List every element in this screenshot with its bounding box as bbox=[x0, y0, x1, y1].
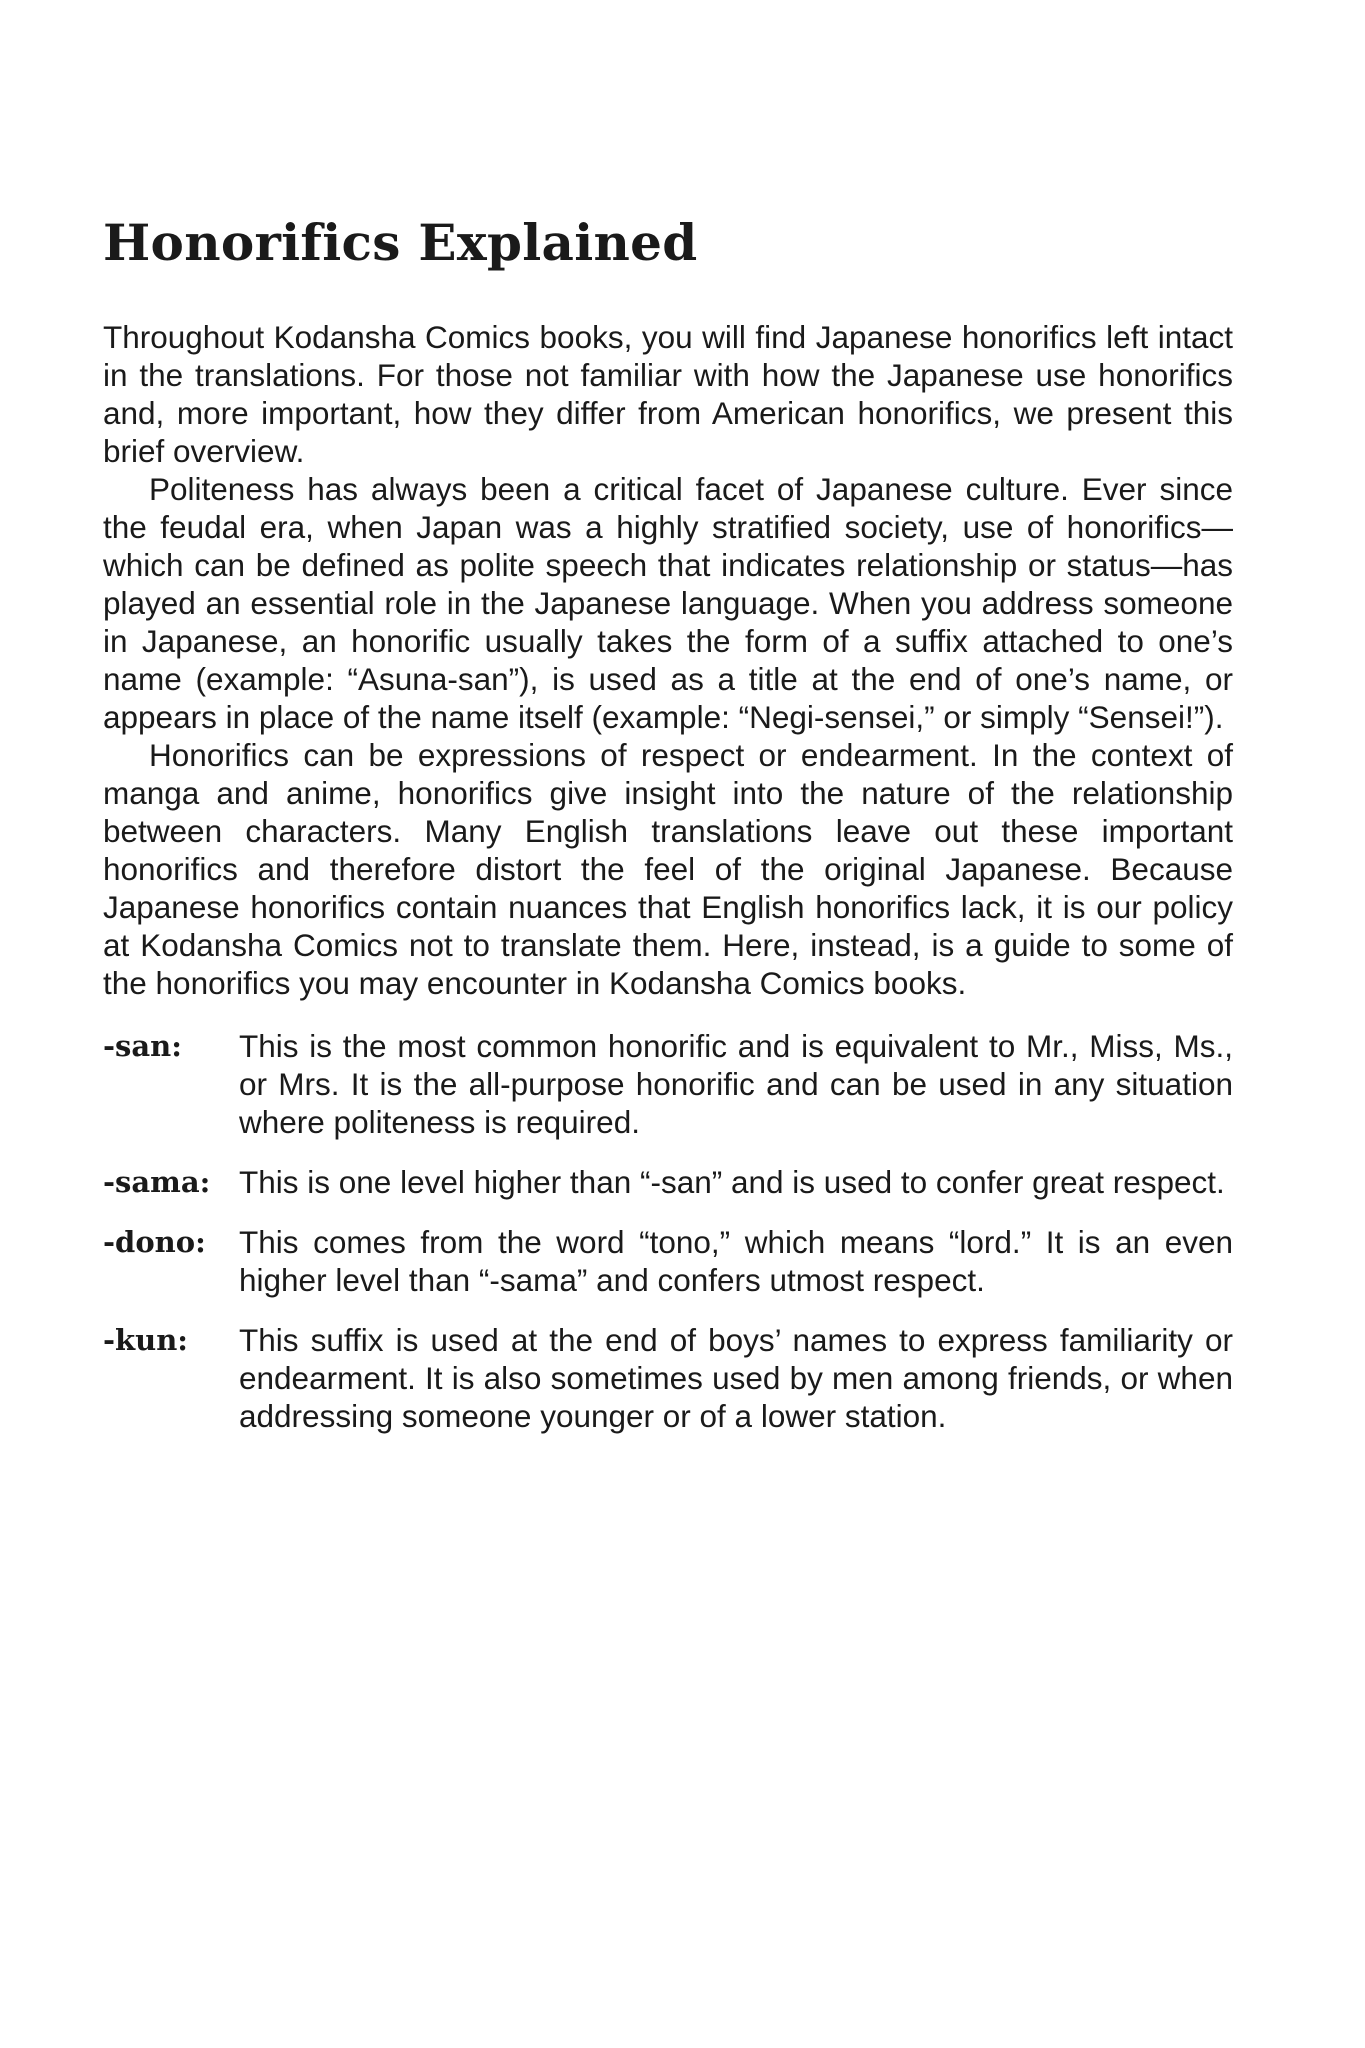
definition-text: This suffix is used at the end of boys’ names to express familiarity or endearment. It is also sometimes used by men among friends, or when addressing someone younger or of a lower station. bbox=[239, 1322, 1233, 1434]
definition-item-sama bbox=[103, 1163, 1233, 1201]
honorifics-list bbox=[103, 1027, 1233, 1435]
definition-item-kun bbox=[103, 1321, 1233, 1435]
page-content bbox=[103, 215, 1233, 1457]
definition-text: This is one level higher than “-san” and is used to confer great respect. bbox=[239, 1164, 1225, 1200]
definition-item-dono bbox=[103, 1223, 1233, 1299]
page-title: Honorifics Explained bbox=[103, 213, 698, 272]
definition-term: -sama: bbox=[103, 1165, 211, 1199]
intro-paragraph: Throughout Kodansha Comics books, you will find Japanese honorifics left intact in the translations. For those not familiar with how the Japanese use honorifics and, more important, how they differ from American honorifics, we present this brief overview. bbox=[103, 319, 1233, 469]
definition-term: -san: bbox=[103, 1029, 182, 1063]
definition-item-san bbox=[103, 1027, 1233, 1141]
politeness-paragraph: Politeness has always been a critical facet of Japanese culture. Ever since the feudal era, when Japan was a highly stratified society, use of honorifics—which can be defined as polite speech that indicates relationship or status—has played an essential role in the Japanese language. When you address someone in Japanese, an honorific usually takes the form of a suffix attached to one’s name (example: “Asuna-san”), is used as a title at the end of one’s name, or appears in place of the name itself (example: “Negi-sensei,” or simply “Sensei!”). bbox=[103, 471, 1233, 735]
definition-term: -dono: bbox=[103, 1225, 206, 1259]
definition-text: This comes from the word “tono,” which means “lord.” It is an even higher level than “-sama” and confers utmost respect. bbox=[239, 1224, 1233, 1298]
definition-term: -kun: bbox=[103, 1323, 189, 1357]
definition-text: This is the most common honorific and is equivalent to Mr., Miss, Ms., or Mrs. It is the all-purpose honorific and can be used in any situation where politeness is required. bbox=[239, 1028, 1233, 1140]
respect-paragraph: Honorifics can be expressions of respect or endearment. In the context of manga and anime, honorifics give insight into the nature of the relationship between characters. Many English translations leave out these important honorifics and therefore distort the feel of the original Japanese. Because Japanese honorifics contain nuances that English honorifics lack, it is our policy at Kodansha Comics not to translate them. Here, instead, is a guide to some of the honorifics you may encounter in Kodansha Comics books. bbox=[103, 737, 1233, 1001]
